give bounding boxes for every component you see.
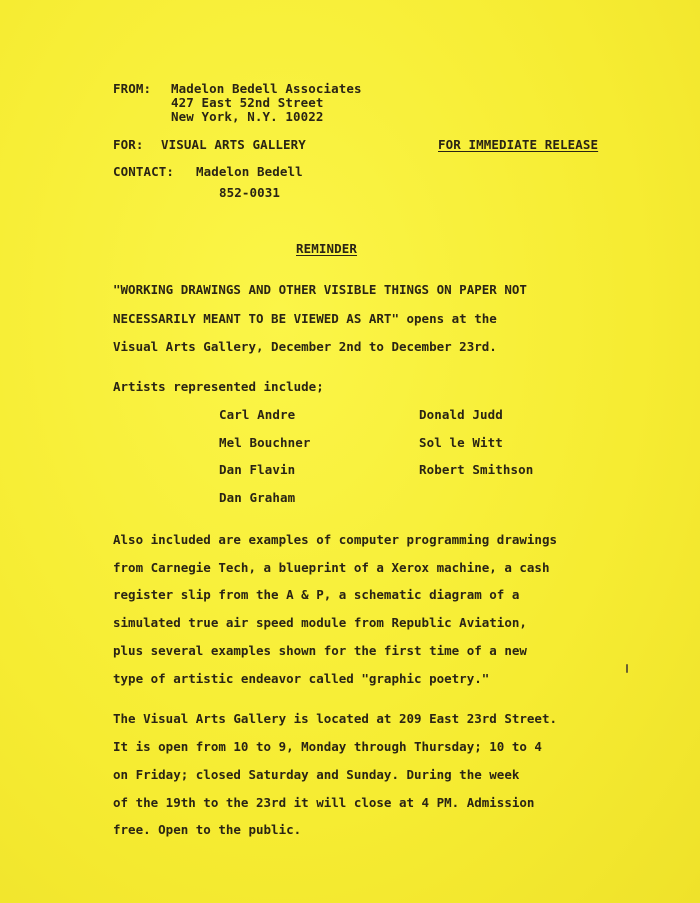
release-note: FOR IMMEDIATE RELEASE xyxy=(438,137,599,152)
artist-name: Donald Judd xyxy=(419,407,503,422)
for-label: FOR: xyxy=(113,137,144,152)
for-value: VISUAL ARTS GALLERY xyxy=(161,137,306,152)
page-title: REMINDER xyxy=(296,241,358,256)
intro-line: "WORKING DRAWINGS AND OTHER VISIBLE THINGS ON PAPER NOT xyxy=(113,282,527,297)
location-line: on Friday; closed Saturday and Sunday. During the week xyxy=(113,767,520,782)
contact-label: CONTACT: xyxy=(113,164,175,179)
also-line: register slip from the A & P, a schematic diagram of a xyxy=(113,587,520,602)
also-line: plus several examples shown for the first time of a new xyxy=(113,643,527,658)
from-line: 427 East 52nd Street xyxy=(171,95,324,110)
location-line: The Visual Arts Gallery is located at 209 East 23rd Street. xyxy=(113,711,558,726)
artist-name: Dan Graham xyxy=(219,490,296,505)
from-line: New York, N.Y. 10022 xyxy=(171,109,324,124)
location-line: free. Open to the public. xyxy=(113,822,302,837)
from-line: Madelon Bedell Associates xyxy=(171,81,362,96)
artist-name: Dan Flavin xyxy=(219,462,296,477)
intro-line: Visual Arts Gallery, December 2nd to December 23rd. xyxy=(113,339,497,354)
artist-name: Mel Bouchner xyxy=(219,435,311,450)
artist-name: Sol le Witt xyxy=(419,435,503,450)
artist-name: Carl Andre xyxy=(219,407,296,422)
artists-heading: Artists represented include; xyxy=(113,379,324,394)
contact-name: Madelon Bedell xyxy=(196,164,303,179)
also-line: type of artistic endeavor called "graphic poetry." xyxy=(113,671,490,686)
from-label: FROM: xyxy=(113,81,152,96)
location-line: It is open from 10 to 9, Monday through Thursday; 10 to 4 xyxy=(113,739,542,754)
also-line: simulated true air speed module from Republic Aviation, xyxy=(113,615,527,630)
contact-phone: 852-0031 xyxy=(219,185,281,200)
location-line: of the 19th to the 23rd it will close at 4 PM. Admission xyxy=(113,795,535,810)
stray-mark xyxy=(626,664,628,673)
intro-line: NECESSARILY MEANT TO BE VIEWED AS ART" opens at the xyxy=(113,311,497,326)
artist-name: Robert Smithson xyxy=(419,462,534,477)
also-line: from Carnegie Tech, a blueprint of a Xerox machine, a cash xyxy=(113,560,550,575)
also-line: Also included are examples of computer programming drawings xyxy=(113,532,558,547)
